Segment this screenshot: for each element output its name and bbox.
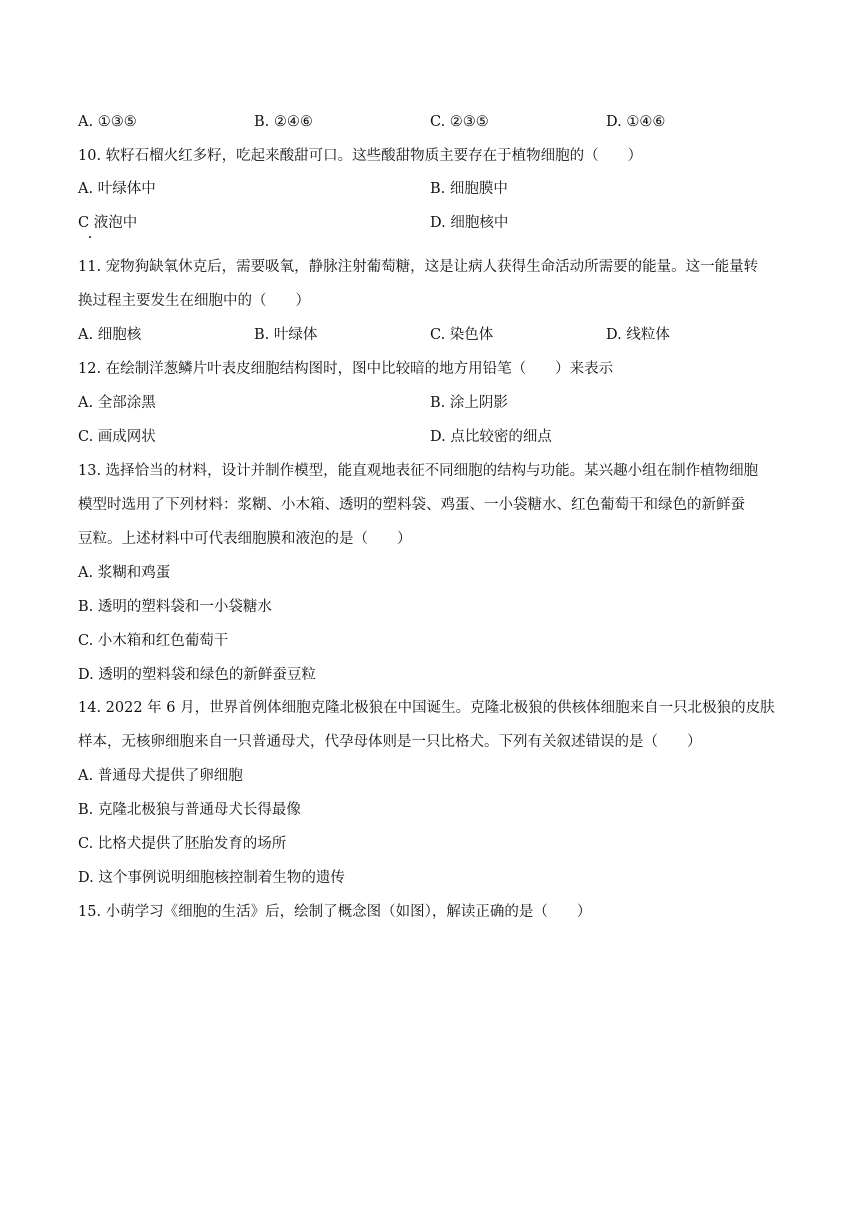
q9-option-d: D. ①④⑥ <box>606 114 666 130</box>
q11-stem-line-1: 11. 宠物狗缺氧休克后，需要吸氧，静脉注射葡萄糖，这是让病人获得生命活动所需要的能量。这一能量转 <box>78 259 759 275</box>
q14-stem-line-1: 14. 2022 年 6 月，世界首例体细胞克隆北极狼在中国诞生。克隆北极狼的供核体细胞来自一只北极狼的皮肤 <box>78 700 775 716</box>
q12-option-a: A. 全部涂黑 <box>78 395 156 411</box>
q10-option-b: B. 细胞膜中 <box>430 181 508 197</box>
q14-option-a: A. 普通母犬提供了卵细胞 <box>78 768 243 784</box>
q9-option-a: A. ①③⑤ <box>78 114 137 130</box>
q14-stem-line-2: 样本，无核卵细胞来自一只普通母犬，代孕母体则是一只比格犬。下列有关叙述错误的是（ ） <box>78 734 702 750</box>
q13-stem-line-1: 13. 选择恰当的材料，设计并制作模型，能直观地表征不同细胞的结构与功能。某兴趣小组在制作植物细胞 <box>78 463 759 479</box>
q13-option-c: C. 小木箱和红色葡萄干 <box>78 633 229 649</box>
q13-option-b: B. 透明的塑料袋和一小袋糖水 <box>78 599 272 615</box>
stray-dot-mark <box>89 236 91 238</box>
q11-option-d: D. 线粒体 <box>606 327 670 343</box>
q10-option-c: C 液泡中 <box>78 215 138 231</box>
q13-stem-line-2: 模型时选用了下列材料：浆糊、小木箱、透明的塑料袋、鸡蛋、一小袋糖水、红色葡萄干和绿色的新鲜蚕 <box>78 497 745 513</box>
q11-option-a: A. 细胞核 <box>78 327 142 343</box>
q10-stem: 10. 软籽石榴火红多籽，吃起来酸甜可口。这些酸甜物质主要存在于植物细胞的（ ） <box>78 148 643 164</box>
q11-option-b: B. 叶绿体 <box>254 327 318 343</box>
q13-option-d: D. 透明的塑料袋和绿色的新鲜蚕豆粒 <box>78 667 316 683</box>
q13-stem-line-3: 豆粒。上述材料中可代表细胞膜和液泡的是（ ） <box>78 531 412 547</box>
q14-option-b: B. 克隆北极狼与普通母犬长得最像 <box>78 802 301 818</box>
q14-option-d: D. 这个事例说明细胞核控制着生物的遗传 <box>78 870 345 886</box>
q12-option-c: C. 画成网状 <box>78 429 156 445</box>
q12-stem: 12. 在绘制洋葱鳞片叶表皮细胞结构图时，图中比较暗的地方用铅笔（ ）来表示 <box>78 361 614 377</box>
q14-option-c: C. 比格犬提供了胚胎发育的场所 <box>78 836 287 852</box>
q9-option-c: C. ②③⑤ <box>430 114 489 130</box>
q10-option-a: A. 叶绿体中 <box>78 181 156 197</box>
q11-option-c: C. 染色体 <box>430 327 494 343</box>
q9-option-b: B. ②④⑥ <box>254 114 313 130</box>
q15-stem: 15. 小萌学习《细胞的生活》后，绘制了概念图（如图），解读正确的是（ ） <box>78 904 592 920</box>
q12-option-b: B. 涂上阴影 <box>430 395 508 411</box>
q11-stem-line-2: 换过程主要发生在细胞中的（ ） <box>78 293 310 309</box>
q10-option-d: D. 细胞核中 <box>430 215 509 231</box>
q12-option-d: D. 点比较密的细点 <box>430 429 552 445</box>
q13-option-a: A. 浆糊和鸡蛋 <box>78 565 171 581</box>
